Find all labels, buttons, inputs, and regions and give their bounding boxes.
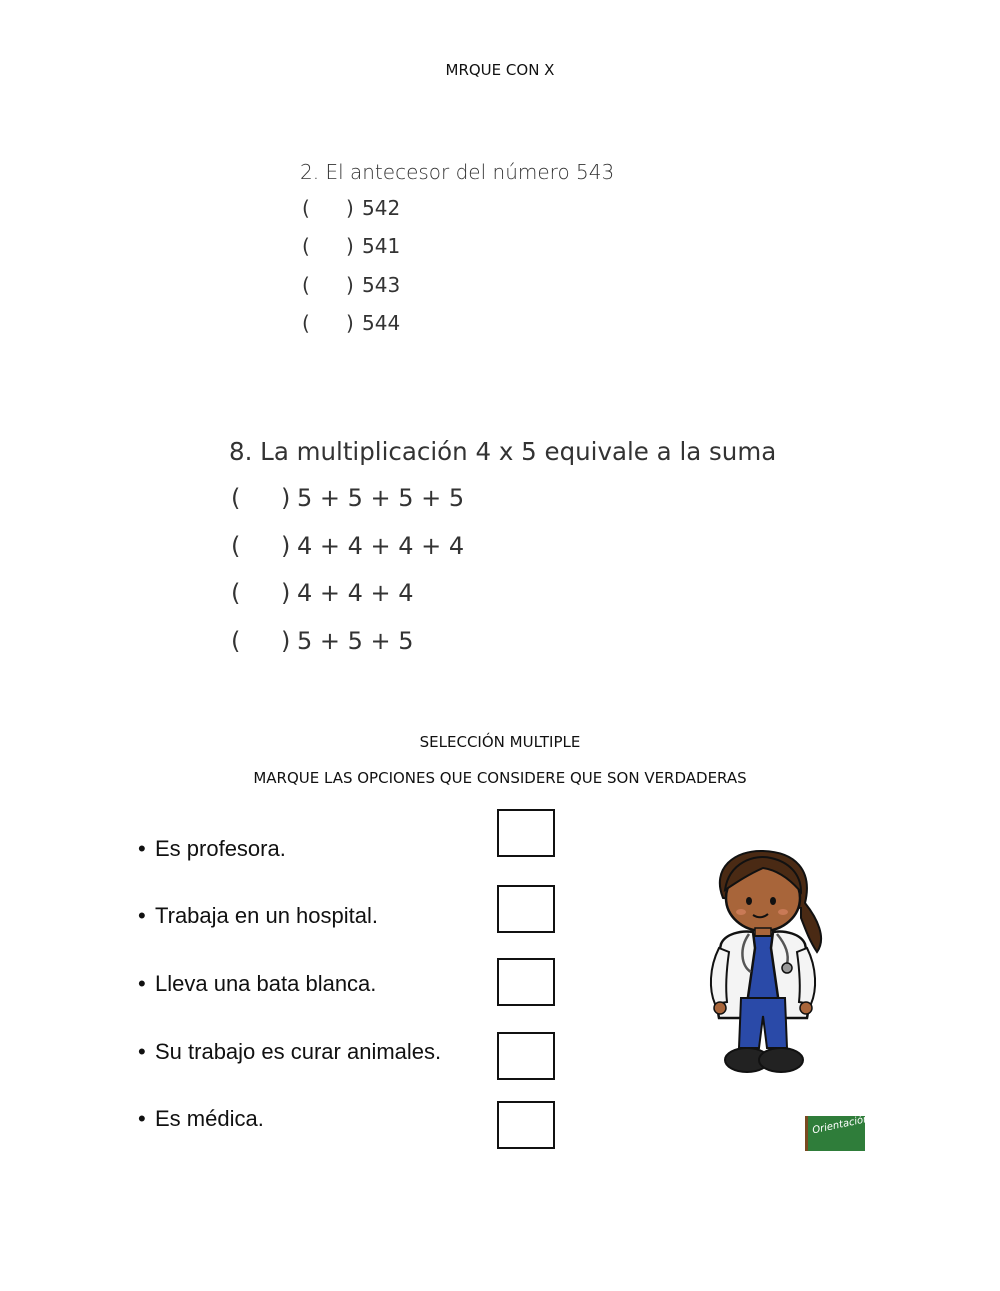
statement-item: • Su trabajo es curar animales. [138,1039,442,1064]
question-8-title: 8. La multiplicación 4 x 5 equivale a la suma [229,437,777,466]
doctor-girl-icon [705,848,825,1080]
checkbox-trabaja-hospital[interactable] [497,885,555,933]
question-2 [300,160,614,349]
question-8-option[interactable]: ( ) 4 + 4 + 4 + 4 [231,531,465,560]
bullet: • [138,971,146,996]
checkbox-es-medica[interactable] [497,1101,555,1149]
question-2-option[interactable]: ( ) 542 [302,196,401,220]
watermark-badge: Orientación Andújar [805,1116,865,1151]
bullet: • [138,836,146,861]
question-2-option[interactable]: ( ) 541 [302,234,401,259]
question-2-option[interactable]: ( ) 543 [302,272,401,297]
question-8 [229,437,776,674]
question-8-option[interactable]: ( ) 5 + 5 + 5 + 5 [231,484,465,512]
question-2-title: 2. El antecesor del número 543 [300,160,615,184]
page-title: MRQUE CON X [445,61,555,79]
bullet: • [138,1106,146,1131]
statement-item: • Trabaja en un hospital. [138,903,378,928]
bullet: • [138,903,146,928]
question-2-option[interactable]: ( ) 544 [302,310,401,335]
section-title: SELECCIÓN MULTIPLE [419,733,581,751]
question-8-option[interactable]: ( ) 5 + 5 + 5 [231,626,414,655]
checkbox-curar-animales[interactable] [497,1032,555,1080]
question-8-option[interactable]: ( ) 4 + 4 + 4 [231,579,414,607]
bullet: • [138,1039,146,1064]
statement-item: • Es profesora. [138,836,286,861]
checkbox-es-profesora[interactable] [497,809,555,857]
statement-item: • Es médica. [138,1106,264,1131]
section-instruction: MARQUE LAS OPCIONES QUE CONSIDERE QUE SON VERDADERAS [253,769,747,787]
statement-item: • Lleva una bata blanca. [138,971,377,996]
checkbox-bata-blanca[interactable] [497,958,555,1006]
